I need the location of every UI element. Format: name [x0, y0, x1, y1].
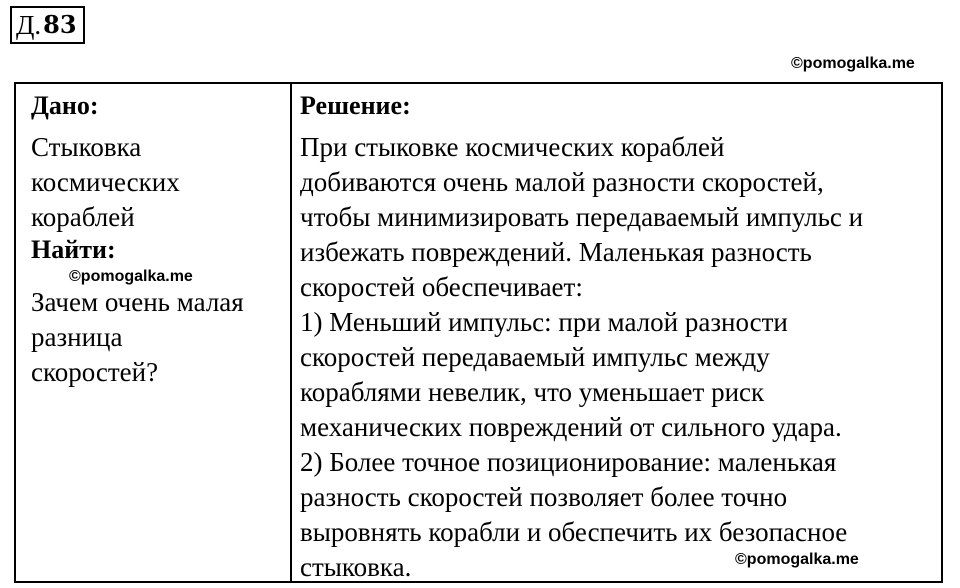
- find-line: разница: [31, 322, 123, 352]
- solution-line: разность скоростей позволяет более точно: [300, 482, 788, 512]
- solution-column: [300, 88, 940, 585]
- watermark-middle: ©pomogalka.me: [69, 268, 193, 285]
- solution-line: При стыковке космических кораблей: [300, 132, 725, 162]
- solution-line: кораблями невелик, что уменьшает риск: [300, 377, 765, 407]
- given-column: [31, 88, 286, 390]
- solution-line: выровнять корабли и обеспечить их безопасное: [300, 517, 848, 547]
- watermark-top: ©pomogalka.me: [791, 55, 915, 72]
- solution-line: добиваются очень малой разности скоростей,: [300, 167, 824, 197]
- given-line: Стыковка: [31, 132, 142, 162]
- solution-line: избежать повреждений. Маленькая разность: [300, 237, 812, 267]
- column-divider: [290, 84, 292, 581]
- given-heading: Дано:: [31, 91, 99, 120]
- watermark-bottom: ©pomogalka.me: [735, 551, 859, 568]
- solution-line: 2) Более точное позиционирование: маленькая: [300, 447, 837, 477]
- solution-heading: Решение:: [300, 91, 411, 120]
- given-line: космических: [31, 167, 180, 197]
- given-line: кораблей: [31, 202, 135, 232]
- solution-table: [14, 82, 943, 583]
- solution-line: скоростей передаваемый импульс между: [300, 342, 770, 372]
- find-line: скоростей?: [31, 357, 159, 387]
- solution-line: механических повреждений от сильного удара.: [300, 412, 842, 442]
- solution-line: чтобы минимизировать передаваемый импульс и: [300, 202, 864, 232]
- solution-line: 1) Меньший импульс: при малой разности: [300, 307, 788, 337]
- find-line: Зачем очень малая: [31, 287, 244, 317]
- solution-line: скоростей обеспечивает:: [300, 272, 583, 302]
- task-number-label: [10, 6, 85, 44]
- task-prefix: Д.: [16, 9, 42, 40]
- solution-line: стыковка.: [300, 552, 412, 582]
- find-heading: Найти:: [31, 235, 116, 264]
- task-number: 83: [43, 10, 77, 39]
